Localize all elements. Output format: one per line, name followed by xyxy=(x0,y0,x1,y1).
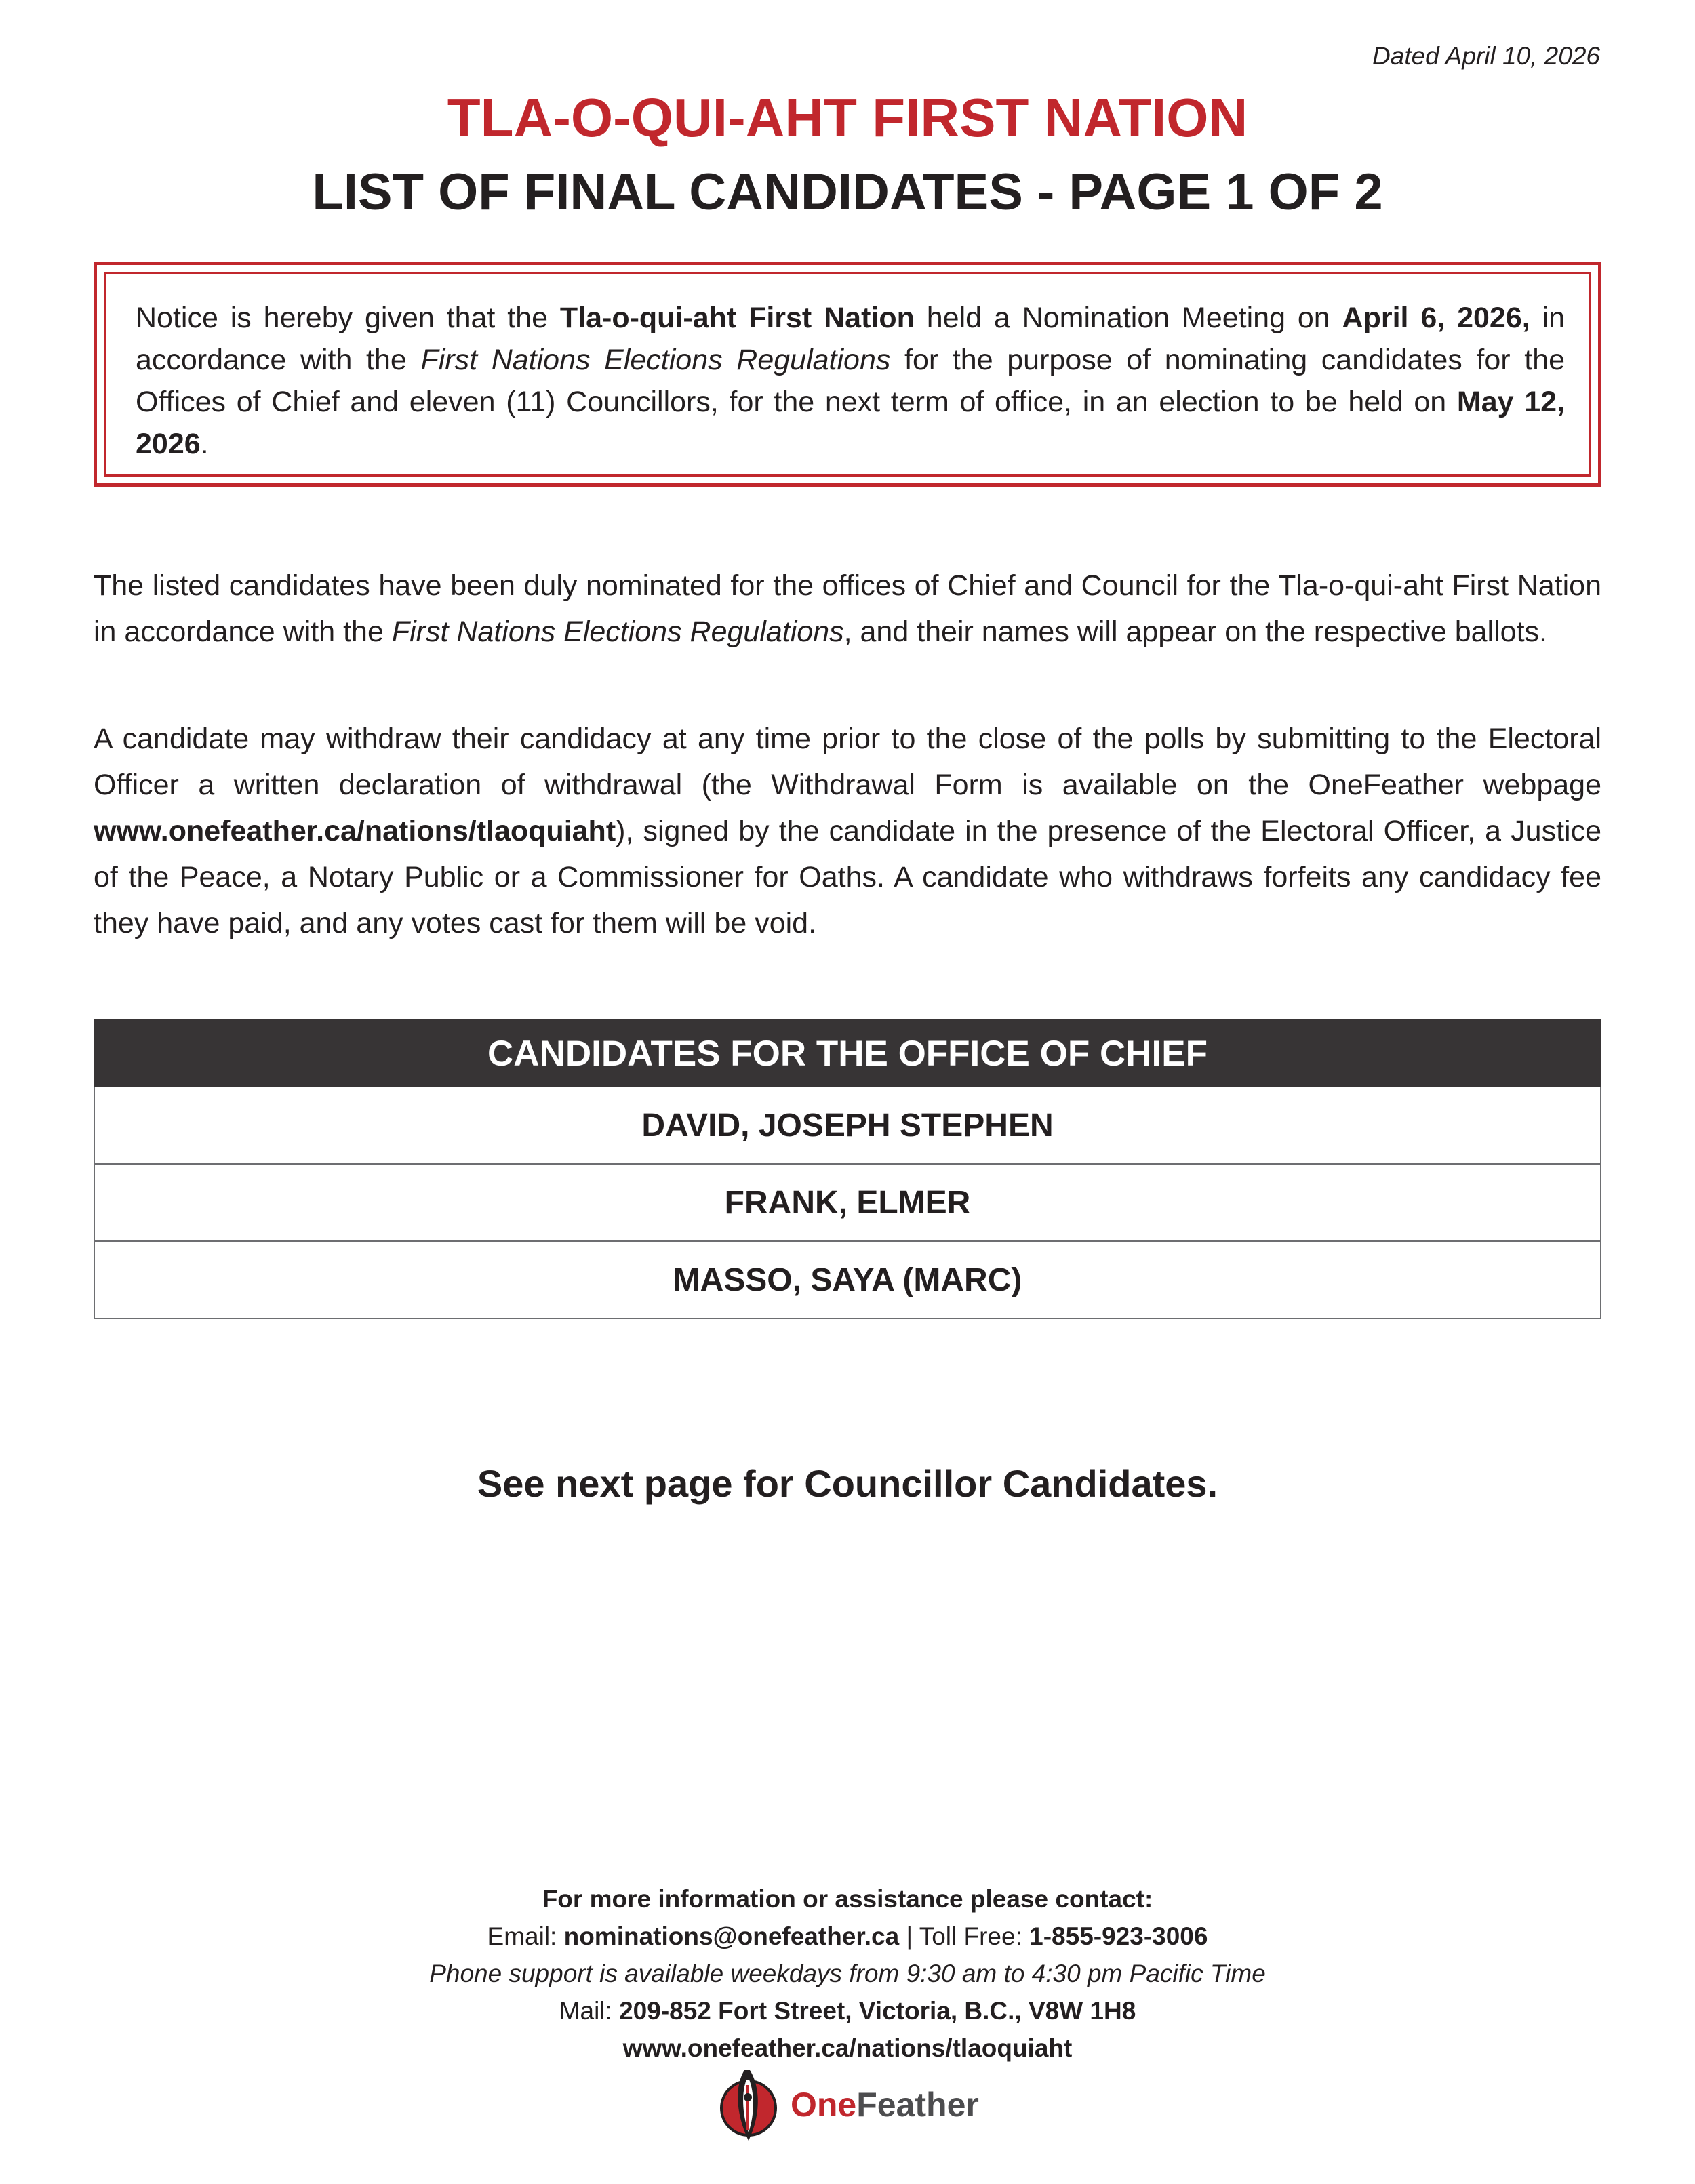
contact-email-line xyxy=(0,1918,1695,1955)
contact-website[interactable]: www.onefeather.ca/nations/tlaoquiaht xyxy=(622,2034,1073,2062)
chief-candidates-table xyxy=(94,1019,1601,1319)
notice-nation-name: Tla-o-qui-aht First Nation xyxy=(559,302,915,334)
table-row xyxy=(94,1087,1601,1164)
onefeather-logo xyxy=(715,2065,999,2146)
notice-text xyxy=(136,297,1565,465)
contact-tollfree[interactable]: 1-855-923-3006 xyxy=(1029,1922,1208,1950)
withdrawal-form-url[interactable]: www.onefeather.ca/nations/tlaoquiaht xyxy=(94,815,616,847)
document-title: LIST OF FINAL CANDIDATES - PAGE 1 OF 2 xyxy=(312,163,1383,221)
mail-address: 209-852 Fort Street, Victoria, B.C., V8W 1H8 xyxy=(619,1997,1136,2025)
contact-heading: For more information or assistance please contact: xyxy=(542,1885,1153,1913)
email-label: Email: xyxy=(487,1922,564,1950)
contact-footer xyxy=(0,1880,1695,2067)
notice-box-inner xyxy=(104,272,1591,477)
notice-election-date: May 12, 2026 xyxy=(136,386,1565,460)
contact-mail-line xyxy=(0,1992,1695,2029)
chief-candidate-name: FRANK, ELMER xyxy=(94,1164,1601,1241)
logo-one-text: One xyxy=(791,2086,857,2124)
contact-separator: | xyxy=(899,1922,919,1950)
phone-support-note: Phone support is available weekdays from 9:30 am to 4:30 pm Pacific Time xyxy=(429,1960,1266,1987)
table-row xyxy=(94,1241,1601,1318)
notice-text-1: Notice is hereby given that the xyxy=(136,302,560,334)
contact-email[interactable]: nominations@onefeather.ca xyxy=(563,1922,900,1950)
notice-text-3: in accordance with the xyxy=(136,302,1566,376)
notice-meeting-date: April 6, 2026, xyxy=(1342,302,1530,334)
logo-feather-text: Feather xyxy=(856,2086,979,2124)
para2-text-1: A candidate may withdraw their candidacy at any time prior to the close of the polls by submitting to the Electoral Officer a written declaration of withdrawal (the Withdrawal Form is available on the OneFeather webpage xyxy=(94,723,1601,801)
nation-title: TLA-O-QUI-AHT FIRST NATION xyxy=(447,87,1248,148)
notice-text-2: held a Nomination Meeting on xyxy=(914,302,1342,334)
withdrawal-paragraph xyxy=(94,716,1601,946)
onefeather-wordmark xyxy=(791,2085,979,2124)
para1-text-1: The listed candidates have been duly nominated for the offices of Chief and Council for the Tla-o-qui-aht First Nation in accordance with the xyxy=(94,569,1601,648)
table-row xyxy=(94,1164,1601,1241)
chief-candidate-name: DAVID, JOSEPH STEPHEN xyxy=(94,1087,1601,1164)
notice-text-4: for the purpose of nominating candidates for the Offices of Chief and eleven (11) Councillors, for the next term of office, in an election to be held on xyxy=(136,344,1566,418)
notice-text-5: . xyxy=(200,428,209,460)
para1-regulations: First Nations Elections Regulations xyxy=(391,615,844,648)
feather-logo-icon xyxy=(715,2065,782,2146)
dated-line: Dated April 10, 2026 xyxy=(1372,42,1600,70)
see-next-page-note: See next page for Councillor Candidates. xyxy=(477,1462,1218,1505)
table-header-row xyxy=(94,1020,1601,1087)
mail-label: Mail: xyxy=(559,1997,620,2025)
chief-candidate-name: MASSO, SAYA (MARC) xyxy=(94,1241,1601,1318)
para1-text-2: , and their names will appear on the respective ballots. xyxy=(843,615,1547,648)
tollfree-label: Toll Free: xyxy=(919,1922,1030,1950)
notice-box xyxy=(94,262,1601,487)
para2-text-2: ), signed by the candidate in the presence of the Electoral Officer, a Justice of the Peace, a Notary Public or a Commissioner for Oaths. A candidate who withdraws forfeits any candidacy fee they have paid, and any votes cast for them will be void. xyxy=(94,815,1601,939)
notice-regulations: First Nations Elections Regulations xyxy=(420,344,891,376)
nomination-paragraph xyxy=(94,563,1601,655)
chief-table-heading: CANDIDATES FOR THE OFFICE OF CHIEF xyxy=(94,1020,1601,1087)
